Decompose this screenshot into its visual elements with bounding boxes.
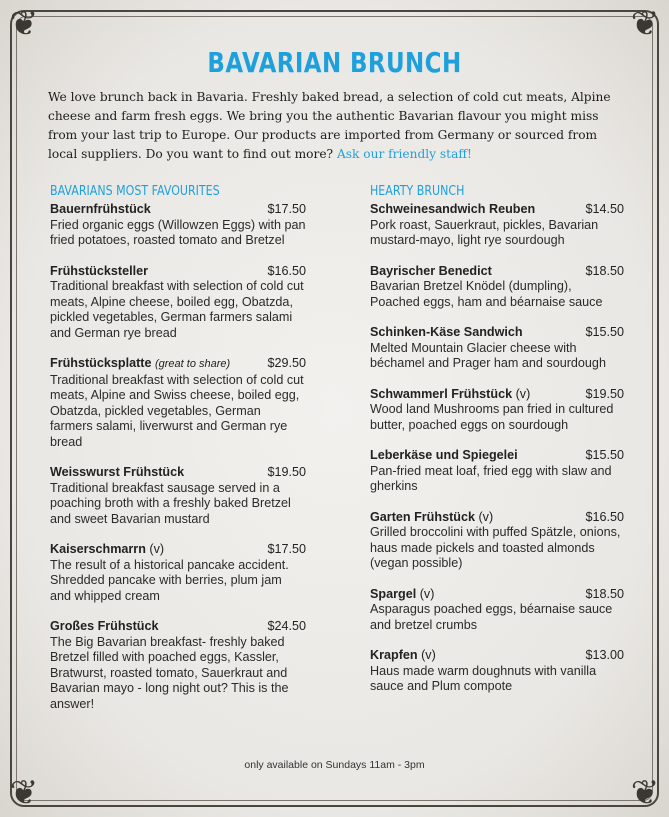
- menu-item-description: Asparagus poached eggs, béarnaise sauce and bretzel crumbs: [370, 602, 613, 632]
- menu-item: [50, 356, 306, 450]
- menu-item-description: Traditional breakfast with selection of cold cut meats, Alpine cheese, boiled egg, Obatzda, pickled vegetables, German farmers salami and German rye bread: [50, 279, 304, 340]
- menu-item: [50, 465, 306, 527]
- menu-item-header: [370, 202, 624, 218]
- menu-item-note: (v): [421, 648, 436, 662]
- menu-item-price: $17.50: [267, 542, 306, 556]
- menu-item-description: Bavarian Bretzel Knödel (dumpling), Poached eggs, ham and béarnaise sauce: [370, 279, 603, 309]
- menu-item-header: [50, 542, 306, 558]
- menu-item-name: Frühstücksteller: [50, 263, 148, 278]
- menu-item: [50, 264, 306, 342]
- menu-item-name: Weisswurst Frühstück: [50, 465, 185, 479]
- menu-item-description: Wood land Mushrooms pan fried in cultured butter, poached eggs on sourdough: [370, 402, 614, 432]
- menu-item-header: [370, 510, 624, 526]
- menu-item-note: (v): [149, 542, 165, 556]
- menu-item-price: $14.50: [585, 202, 624, 216]
- menu-item-description: Haus made warm doughnuts with vanilla sauce and Plum compote: [370, 663, 597, 693]
- menu-item-price: $19.50: [267, 465, 306, 479]
- menu-item: [370, 648, 624, 695]
- menu-item-description: The result of a historical pancake accident. Shredded pancake with berries, plum jam and whipped cream: [50, 557, 289, 603]
- menu-item-price: $15.50: [585, 325, 624, 339]
- menu-item-header: [50, 264, 306, 280]
- menu-item-price: $19.50: [585, 386, 624, 401]
- menu-item-price: $13.00: [585, 648, 624, 662]
- menu-item-price: $24.50: [267, 619, 306, 633]
- menu-item-price: $18.50: [585, 586, 624, 601]
- menu-item-header: [50, 202, 306, 218]
- menu-item-description: Fried organic eggs (Willowzen Eggs) with pan fried potatoes, roasted tomato and Bretzel: [50, 217, 306, 247]
- menu-item-note: (v): [419, 586, 435, 601]
- menu-item-price: $16.50: [585, 509, 624, 524]
- flourish-icon: ❦: [9, 774, 39, 812]
- menu-item-header: [370, 648, 624, 664]
- menu-item-name: Spargel: [370, 586, 417, 601]
- menu-item: [370, 264, 624, 311]
- menu-item: [50, 542, 306, 604]
- menu-item-description: Pan-fried meat loaf, fried egg with slaw and gherkins: [370, 463, 612, 493]
- section-heading: HEARTY BRUNCH: [370, 184, 465, 199]
- menu-item-price: $16.50: [267, 263, 306, 278]
- menu-item: [50, 202, 306, 249]
- menu-item-name: Schwammerl Frühstück: [370, 386, 513, 401]
- page-title: BAVARIAN BRUNCH: [207, 46, 462, 79]
- menu-item-header: [50, 465, 306, 481]
- menu-item-price: $17.50: [267, 202, 306, 216]
- menu-item-name: Großes Frühstück: [50, 619, 159, 633]
- menu-item-name: Schweinesandwich Reuben: [370, 202, 536, 216]
- menu-item-description: The Big Bavarian breakfast- freshly baked Bretzel filled with poached eggs, Kassler, Bratwurst, roasted tomato, Sauerkraut and Bavarian mayo - long night out? This is the answer!: [50, 634, 289, 711]
- menu-item: [370, 448, 624, 495]
- hearty-brunch-column: [370, 184, 624, 710]
- menu-item-name: Krapfen: [370, 648, 418, 662]
- flourish-icon: ❦: [630, 5, 660, 43]
- flourish-icon: ❦: [630, 774, 660, 812]
- menu-item-name: Frühstücksplatte: [50, 356, 152, 370]
- menu-item: [370, 325, 624, 372]
- menu-item-description: Traditional breakfast sausage served in a poaching broth with a freshly baked Bretzel and sweet Bavarian mustard: [50, 480, 291, 526]
- menu-item-header: [370, 587, 624, 603]
- menu-item-name: Leberkäse und Spiegelei: [370, 448, 518, 462]
- menu-item: [370, 510, 624, 572]
- favourites-column: [50, 184, 306, 727]
- menu-item-price: $29.50: [267, 356, 306, 370]
- intro-text: We love brunch back in Bavaria. Freshly baked bread, a selection of cold cut meats, Alpine cheese and farm fresh eggs. We bring you the authentic Bavarian flavour you might miss from your last trip to Europe. Our products are imported from Germany or sourced from local suppliers. Do you want to find out more?: [48, 90, 611, 161]
- menu-item-header: [50, 356, 306, 373]
- menu-item-name: Kaiserschmarrn: [50, 542, 146, 556]
- menu-item: [370, 202, 624, 249]
- menu-item-description: Melted Mountain Glacier cheese with béchamel and Prager ham and sourdough: [370, 340, 606, 370]
- menu-item: [50, 619, 306, 712]
- menu-item-name: Bauernfrühstück: [50, 202, 151, 216]
- menu-item-description: Pork roast, Sauerkraut, pickles, Bavarian mustard-mayo, light rye sourdough: [370, 217, 599, 247]
- menu-item-name: Schinken-Käse Sandwich: [370, 325, 523, 339]
- menu-item: [370, 387, 624, 434]
- intro-paragraph: [48, 88, 628, 164]
- flourish-icon: ❦: [9, 5, 39, 43]
- menu-item-note: (v): [515, 386, 531, 401]
- availability-note: only available on Sundays 11am - 3pm: [244, 759, 425, 771]
- menu-item-header: [370, 325, 624, 341]
- menu-item-header: [370, 264, 624, 280]
- menu-item-note: (v): [478, 509, 494, 524]
- menu-item-header: [370, 448, 624, 464]
- section-heading: BAVARIANS MOST FAVOURITES: [50, 184, 220, 199]
- menu-item-description: Grilled broccolini with puffed Spätzle, onions, haus made pickels and toasted almonds (vegan possible): [370, 525, 621, 570]
- menu-item-header: [370, 387, 624, 403]
- menu-item-note: (great to share): [154, 358, 231, 370]
- menu-item: [370, 587, 624, 634]
- menu-item-header: [50, 619, 306, 635]
- menu-item-name: Garten Frühstück: [370, 509, 475, 524]
- menu-item-description: Traditional breakfast with selection of cold cut meats, Alpine and Swiss cheese, boiled egg, Obatzda, pickled vegetables, German farmers salami, liverwurst and German rye bread: [50, 372, 304, 449]
- ask-staff-link[interactable]: Ask our friendly staff!: [336, 147, 472, 161]
- menu-item-name: Bayrischer Benedict: [370, 263, 492, 278]
- menu-item-price: $18.50: [585, 263, 624, 278]
- menu-item-price: $15.50: [585, 448, 624, 462]
